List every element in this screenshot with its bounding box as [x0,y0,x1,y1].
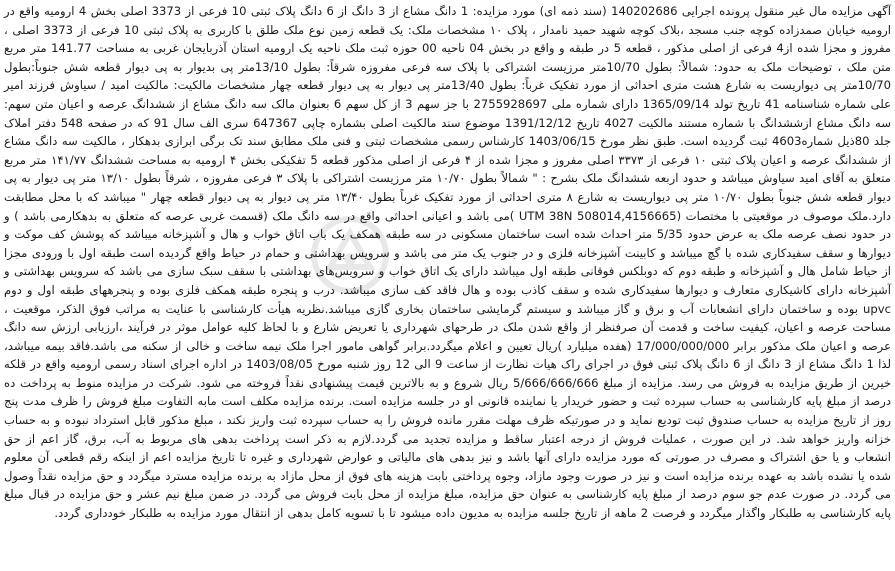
auction-notice-text: آگهی مزایده مال غیر منقول پرونده اجرایی 140202686 (سند ذمه ای) مورد مزایده: 1 دانگ مشاع از 3 دانگ از 6 دانگ پلاک ثبتی 10 فرعی از 3373 اصلی بخش 4 ارومیه واقع در ارومیه خیابان صمدزاده کوچه جنب مسجد ،بلاک کوچه شهید حمید نامدار ، پلاک ۱۰ مشخصات ملک: یک قطعه زمین نوع ملک طلق با کاربری به پلاک ثبتی 10 فرعی از 3373 اصلی ، مفروز و مجزا شده از4 فرعی از اصلی مذکور ، قطعه 5 در طبقه و واقع در بخش 04 ناحیه 00 حوزه ثبت ملک ناحیه یک ارومیه استان آذربایجان غربی به مساحت 141.77 متر مربع متن ملک ، توضیحات ملک به حدود: شمالاً: بطول 10/70متر مرزیست اشتراکی با پلاک سه فرعی مفروزه شرقاً: بطول 13/10متر پی بدیوار به پی دیوار قطعه شش جنوباً:بطول 10/70متر پی دیواریست به شارع هشت متری احداثی از مورد تفکیک غرباً: بطول 13/40متر پی دیوار به پی دیوار قطعه چهار مشخصات مالکیت: مالکیت امید / سیاوش فرزند امیر علی شماره شناسنامه 41 تاریخ تولد 1365/09/14 دارای شماره ملی 2755928697 با جز سهم 3 از کل سهم 6 بعنوان مالک سه دانگ مشاع از ششدانگ عرصه و اعیان متن سهم: سه دانگ مشاع ازششدانگ با شماره مستند مالکیت 4027 تاریخ 1391/12/12 موضوع سند مالکیت اصلی بشماره چاپی 647367 سری الف سال 91 که در صفحه 548 دفتر املاک جلد 80ذیل شماره4603 ثبت گردیده است. طبق نظر مورخ 1403/06/15 کارشناس رسمی مشخصات ثبتی و فنی ملک مطابق سند تک برگی ابرازی بدهکار ، مالکیت سه دانگ مشاع از ششدانگ عرصه و اعیان پلاک ثبتی ۱۰ فرعی از ۳۳۷۳ اصلی مفروز و مجزا شده از ۴ فرعی از اصلی مذکور قطعه 5 تفکیکی بخش ۴ ارومیه به مساحت ششدانگ ۱۴۱/۷۷ متر مربع متعلق به آقای امید سیاوش میباشد و حدود اربعه ششدانگ ملک بشرح : " شمالاً بطول ۱۰/۷۰ متر مرزیست اشتراکی با پلاک ۳ فرعی مفروزه ، شرقاً بطول ۱۳/۱۰ متر پی دیوار به پی دیوار قطعه شش جنوباً بطول ۱۰/۷۰ متر پی دیواریست به شارع ۸ متری احداثی از مورد تفکیک غرباً بطول ۱۳/۴۰ متر پی دیوار به پی دیوار قطعه چهار " میباشد که با محل مطابقت دارد.ملک موصوف در موقعیتی با مختصات (UTM 38N 508014,4156665 )می باشد و اعیانی احداثی واقع در سه دانگ ملک (قسمت غربی عرصه که متعلق به بدهکارمی باشد ) و در حدود نصف عرصه ملک به عرض حدود 5/35 متر احداث شده است ساختمان مسکونی در سه طبقه همکف یک باب اتاق خواب و هال و آشپزخانه میباشد که پوشش کف موکت و دیوارها و سقف سفیدکاری شده با گچ میباشد و کابینت آشپزخانه فلزی و در جنوب یک متر می باشد و سرویس بهداشتی و حمام در حیاط واقع گردیده است طبقه اول با ورودی مجزا از حیاط شامل هال و آشپزخانه و طبقه دوم که دوبلکس فوقانی طبقه اول میباشد دارای یک اتاق خواب و سرویس‌های بهداشتی با سقف سبک سازی می باشد که سرویس بهداشتی و آشپزخانه دارای کاشیکاری متعارف و دیوارها سفیدکاری شده و سقف کاذب بوده و هال فاقد کف سازی میباشد. درب و پنجره طبقه همکف فلزی بوده و پنجرههای طبقه اول و دوم upvc بوده و ساختمان دارای انشعابات آب و برق و گاز میباشد و سیستم گرمایشی ساختمان بخاری گازی میباشد.نظریه هیأت کارشناسی با عنایت به مراتب فوق الذکر، موقعیت ، مساحت عرصه و اعیان، کیفیت ساخت و قدمت آن صرفنظر از واقع شدن ملک در طرحهای شهرداری یا تعریض شارع و با لحاظ کلیه عوامل موثر در فرآیند ،ارزیابی ارزش سه دانگ عرصه و اعیان ملک مذکور برابر 17/000/000/000 (هفده میلیارد )ریال تعیین و اعلام میگردد.برابر گواهی مامور اجرا ملک نیمه ساخت و خالی از سکنه می باشد.فاقد بیمه میباشد، لذا 1 دانگ مشاع از 3 دانگ از 6 دانگ پلاک ثبتی فوق در اجرای راک هیات نظارت از ساعت 9 الی 12 روز شنبه مورخ 1403/08/05 در اداره اجرای اسناد رسمی ارومیه واقع در قلکه خیرین از طریق مزایده به فروش می رسد. مزایده از مبلغ 5/666/666/666 ریال شروع و به بالاترین قیمت پیشنهادی نقداً فروخته می شود. شرکت در مزایده منوط به پرداخت ده درصد از مبلغ پایه کارشناسی به حساب سپرده ثبت و حضور خریدار یا نماینده قانونی او در جلسه مزایده است. برنده مزایده مکلف است مابه التفاوت مبلغ فروش را ظرف مدت پنج روز از تاریخ مزایده به حساب صندوق ثبت تودیع نماید و در صورتیکه ظرف مهلت مقرر مانده فروش را به حساب سپرده ثبت واریز نکند ، مبلغ مذکور قابل استرداد نبوده و به حساب خزانه واریز خواهد شد. در این صورت ، عملیات فروش از درجه اعتبار ساقط و مزایده تجدید می گردد.لازم به ذکر است پرداخت بدهی های مربوط به آب، برق، گاز اعم از حق انشعاب و یا حق اشتراک و مصرف در صورتی که مورد مزایده دارای آنها باشد و نیز بدهی های مالیاتی و عوارض شهرداری و غیره تا تاریخ مزایده اعم از اینکه رقم قطعی آن معلوم شده یا نشده باشد به عهده برنده مزایده است و نیز در صورت وجود مازاد، وجوه پرداختی بابت هزینه های فوق از محل مازاد به برنده مزایده مسترد میگردد و حق مزایده نقداً وصول می گردد. در صورت عدم جو سوم درصد از مبلغ پایه کارشناسی به عنوان حق مزایده، مبلغ مزایده از محل بابت فروش می گردد. در ضمن مبلغ نیم عشر و حق مزایده در قبال مبلغ پایه کارشناسی به طلبکار واگذار میگردد و فرصت 2 ماهه از تاریخ جلسه مزایده به مدیون داده میشود تا با تسویه کامل بدهی از انتقال مورد مزایده به طلبکار خودداری گردد. [4,4,892,521]
